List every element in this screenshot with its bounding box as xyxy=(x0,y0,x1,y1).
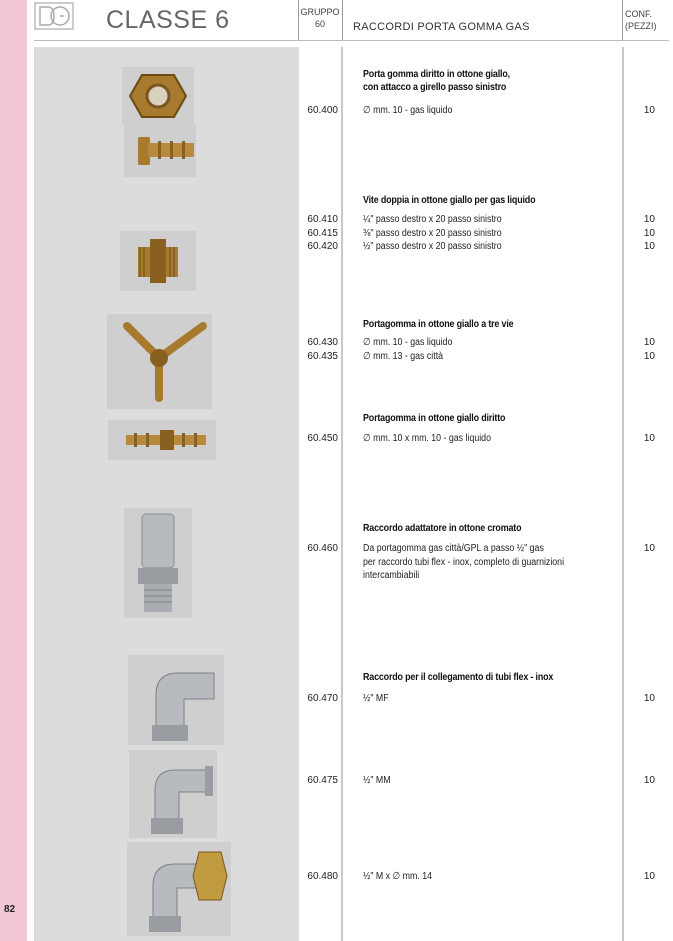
product-qty-line: 10 xyxy=(643,214,655,225)
product-title-line: Raccordo per il collegamento di tubi flex - inox xyxy=(363,671,554,683)
product-qty xyxy=(625,336,655,363)
conf-sub-text: (PEZZI) xyxy=(625,21,657,31)
product-qty xyxy=(625,213,655,254)
photo-chrome-adapter xyxy=(124,508,192,618)
product-code-line: 60.420 xyxy=(307,241,338,252)
product-title-line: Raccordo adattatore in ottone cromato xyxy=(363,522,522,534)
gruppo-label-text: GRUPPO xyxy=(300,7,340,17)
product-desc-line: ¼" passo destro x 20 passo sinistro xyxy=(363,214,502,225)
header-divider xyxy=(342,0,343,40)
product-code: 60.450 xyxy=(307,433,338,444)
product-qty-line: 10 xyxy=(643,227,655,239)
photo-double-thread xyxy=(120,231,196,291)
product-title xyxy=(363,318,618,331)
product-desc xyxy=(363,542,609,583)
product-code-line: 60.410 xyxy=(307,214,338,225)
product-code-line: 60.435 xyxy=(307,350,338,362)
product-title-line: Portagomma in ottone giallo diritto xyxy=(363,412,506,424)
product-desc xyxy=(363,336,609,363)
column-divider xyxy=(341,47,343,941)
product-qty-line: 10 xyxy=(643,350,655,362)
product-title xyxy=(363,68,618,94)
product-title xyxy=(363,412,618,425)
product-qty: 10 xyxy=(643,543,655,554)
header-divider xyxy=(622,0,623,40)
gruppo-title: RACCORDI PORTA GOMMA GAS xyxy=(353,21,530,33)
product-title xyxy=(363,671,618,684)
product-desc-line: ½" passo destro x 20 passo sinistro xyxy=(363,241,502,252)
product-title-line: con attacco a girello passo sinistro xyxy=(363,81,507,93)
product-code: 60.475 xyxy=(307,775,338,786)
column-divider xyxy=(622,47,624,941)
product-desc-line: Da portagomma gas città/GPL a passo ½" gas xyxy=(363,543,544,554)
photo-three-way-connector xyxy=(107,314,212,409)
product-title xyxy=(363,194,618,207)
product-code: 60.400 xyxy=(307,105,338,116)
product-qty: 10 xyxy=(643,871,655,882)
product-title-line: Porta gomma diritto in ottone giallo, xyxy=(363,68,510,80)
product-desc: ½" MF xyxy=(363,693,389,704)
product-code xyxy=(300,336,338,363)
conf-label-text: CONF. xyxy=(625,9,652,19)
photo-elbow-with-nut xyxy=(127,842,231,936)
photo-straight-hose-barb xyxy=(108,420,216,460)
product-desc: ∅ mm. 10 x mm. 10 - gas liquido xyxy=(363,433,491,444)
product-qty: 10 xyxy=(643,775,655,786)
photo-elbow-mf xyxy=(128,655,224,745)
product-desc-line: ⅜" passo destro x 20 passo sinistro xyxy=(363,227,502,239)
product-title xyxy=(363,522,618,535)
product-code: 60.470 xyxy=(307,693,338,704)
product-title-line: Portagomma in ottone giallo a tre vie xyxy=(363,318,514,330)
gruppo-label xyxy=(300,6,340,30)
conf-label xyxy=(625,8,671,32)
product-desc-line: intercambiabili xyxy=(363,570,420,581)
product-code-line: 60.415 xyxy=(307,227,338,239)
side-color-strip xyxy=(0,0,27,941)
photo-hose-nozzle xyxy=(124,125,196,177)
product-qty-line: 10 xyxy=(643,241,655,252)
photo-elbow-mm xyxy=(129,750,217,838)
product-qty: 10 xyxy=(643,433,655,444)
product-code: 60.480 xyxy=(307,871,338,882)
photo-hex-nut xyxy=(122,67,194,125)
product-qty-line: 10 xyxy=(643,337,655,348)
header-divider xyxy=(298,0,299,40)
page-number: 82 xyxy=(4,904,16,915)
classe-title: CLASSE 6 xyxy=(106,6,230,34)
product-code xyxy=(300,213,338,254)
product-qty: 10 xyxy=(643,105,655,116)
brand-logo xyxy=(34,2,74,30)
product-title-line: Vite doppia in ottone giallo per gas liquido xyxy=(363,194,536,206)
product-desc: ½" MM xyxy=(363,775,391,786)
product-qty: 10 xyxy=(643,693,655,704)
header-rule xyxy=(34,40,669,41)
product-code: 60.460 xyxy=(307,543,338,554)
product-desc-line: per raccordo tubi flex - inox, completo di guarnizioni xyxy=(363,556,565,568)
product-desc: ∅ mm. 10 - gas liquido xyxy=(363,105,453,116)
product-desc xyxy=(363,213,609,254)
product-desc: ½" M x ∅ mm. 14 xyxy=(363,871,432,882)
product-code-line: 60.430 xyxy=(307,337,338,348)
gruppo-number: 60 xyxy=(314,19,325,29)
product-desc-line: ∅ mm. 10 - gas liquido xyxy=(363,337,453,348)
product-desc-line: ∅ mm. 13 - gas città xyxy=(363,350,444,362)
